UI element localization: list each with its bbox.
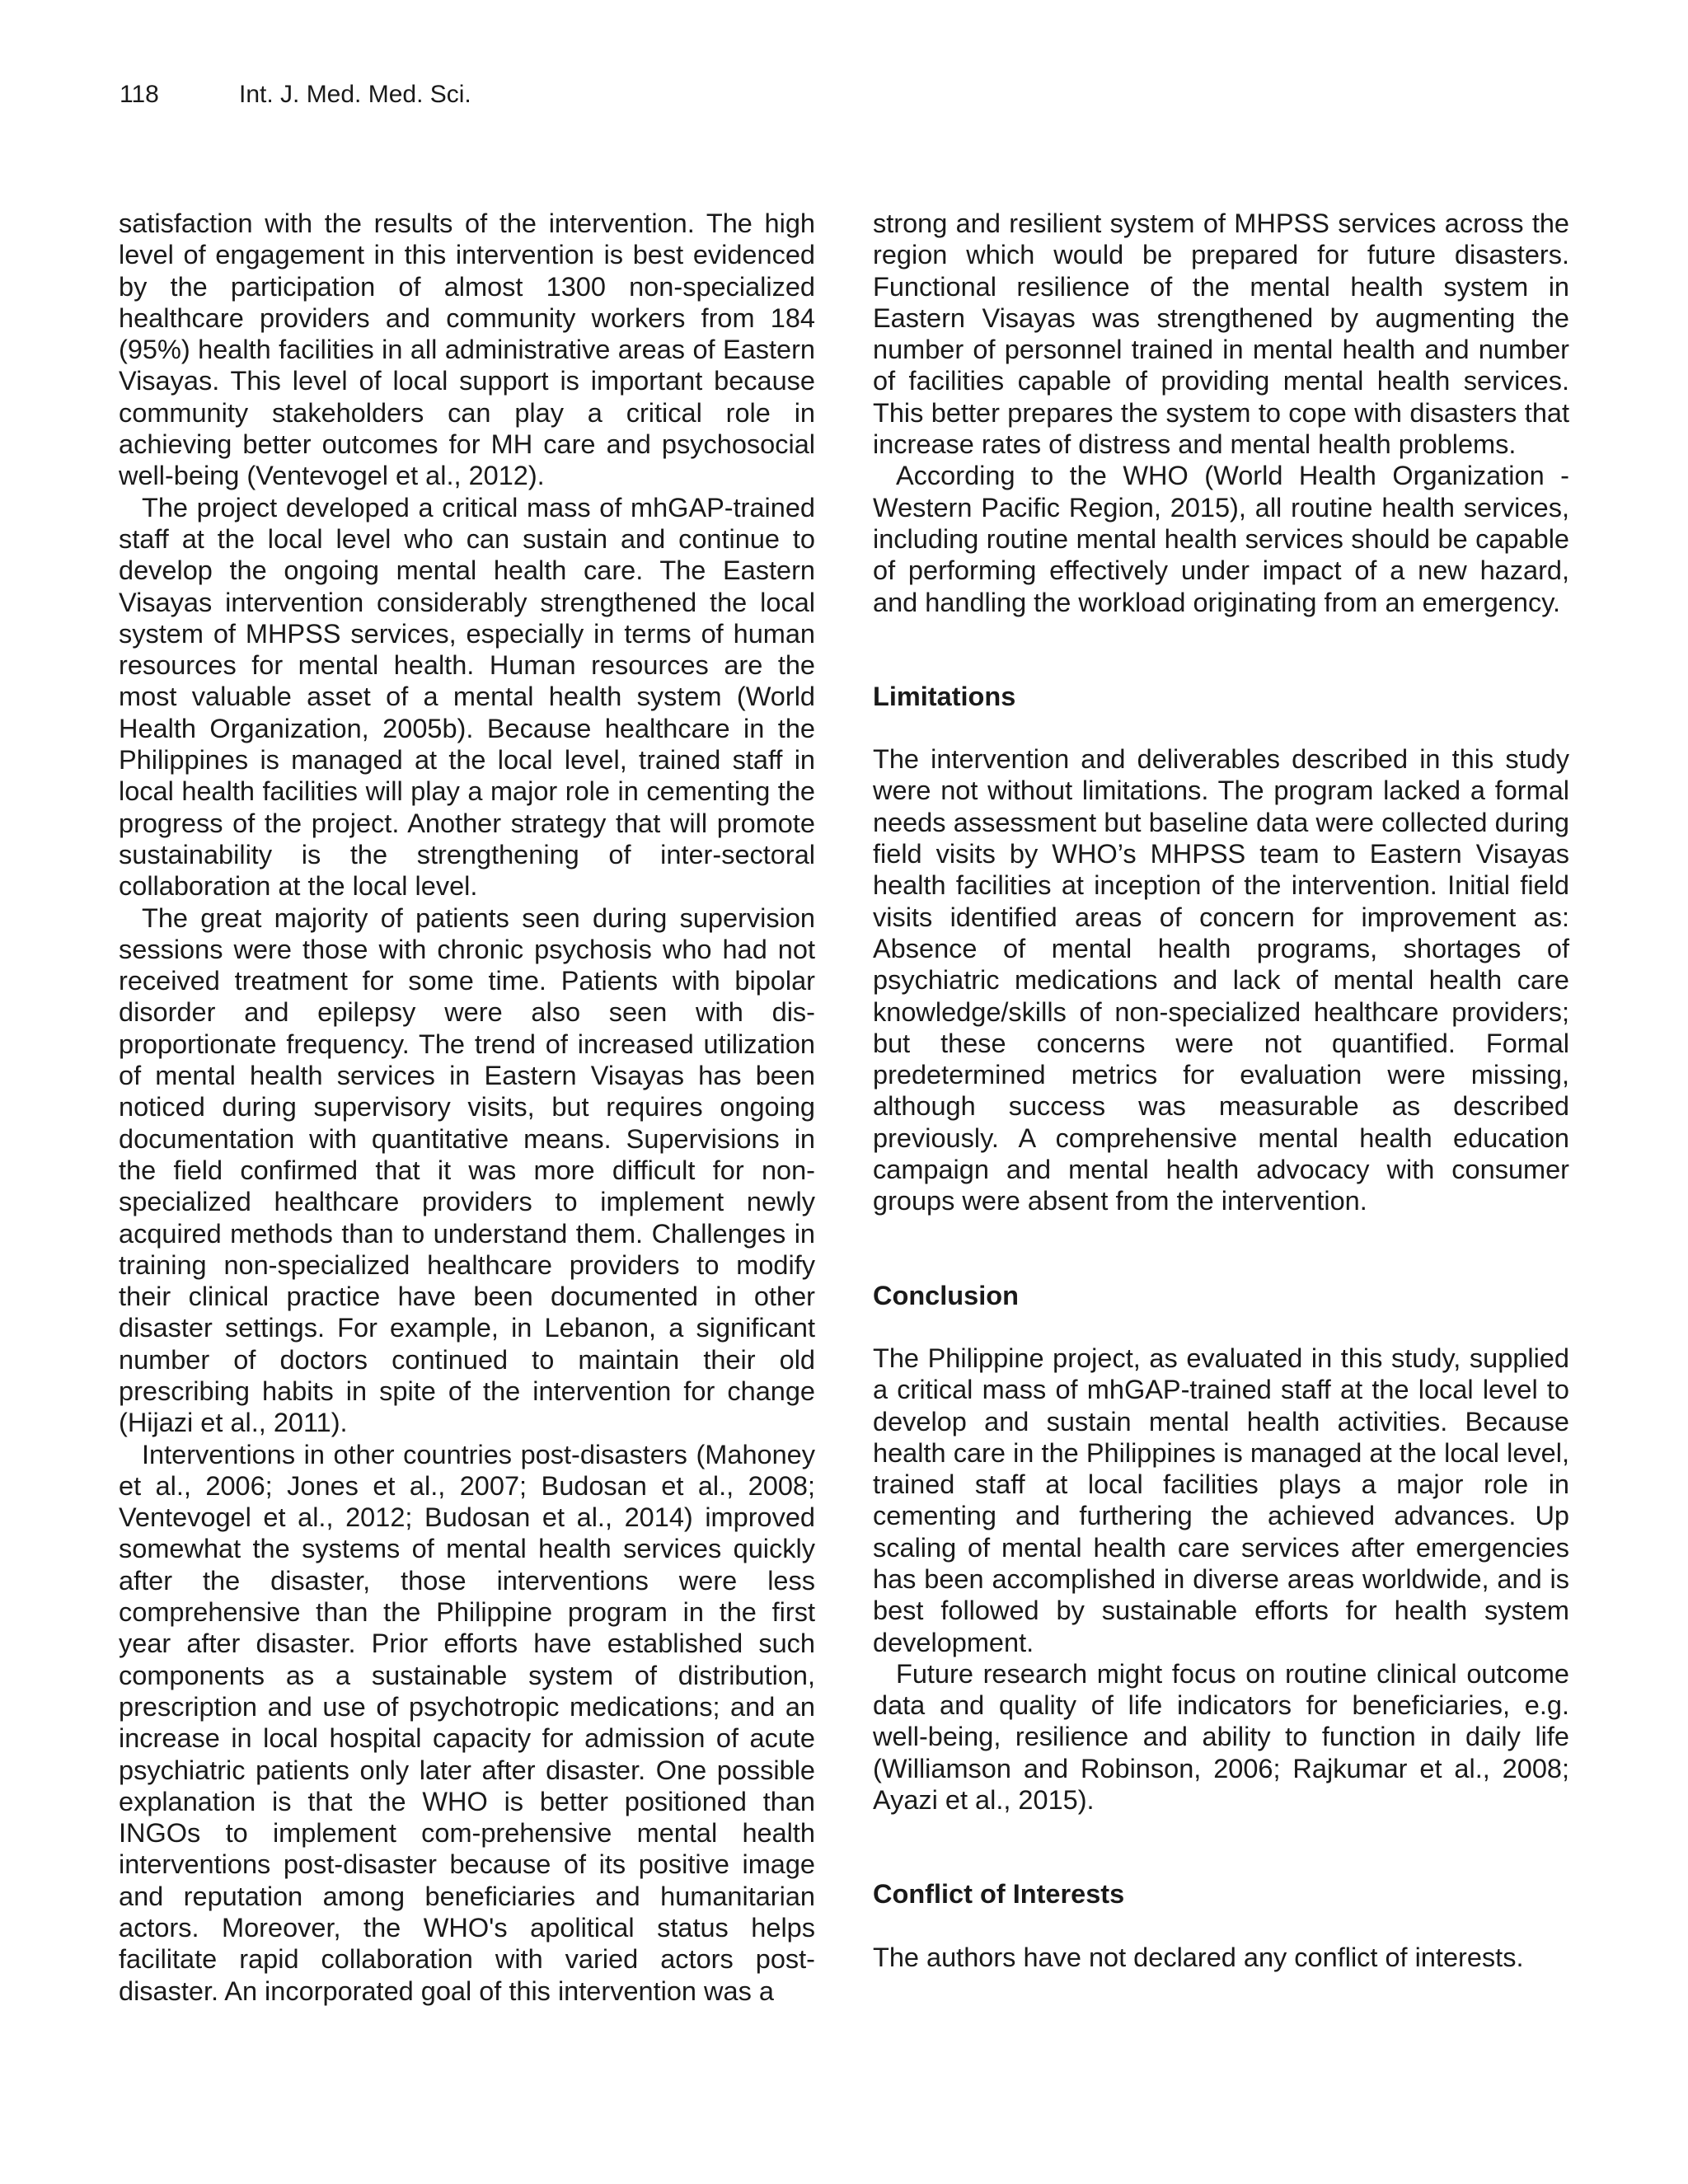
paragraph: The great majority of patients seen during supervision sessions were those with chronic psychosis who had not received treatment for some time. Patients with bipolar disorder and epilepsy were also seen with dis-proportionate frequency. The trend of increased utilization of mental health services in Eastern Visayas has been noticed during supervisory visits, but requires ongoing documentation with quantitative means. Supervisions in the field confirmed that it was more difficult for non-specialized healthcare providers to implement newly acquired methods than to understand them. Challenges in training non-specialized healthcare providers to modify their clinical practice have been documented in other disaster settings. For example, in Lebanon, a significant number of doctors continued to maintain their old prescribing habits in spite of the intervention for change (Hijazi et al., 2011). <box>119 902 815 1438</box>
paragraph: The authors have not declared any conflict of interests. <box>873 1942 1524 1972</box>
section-heading-conflict: Conflict of Interests <box>873 1879 1125 1910</box>
paragraph: The intervention and deliverables described in this study were not without limitations. The program lacked a formal needs assessment but baseline data were collected during field visits by WHO’s MHPSS team to Eastern Visayas health facilities at inception of the intervention. Initial field visits identified areas of concern for improvement as: Absence of mental health programs, shortages of psychiatric medications and lack of mental health care knowledge/skills of non-specialized healthcare providers; but these concerns were not quantified. Formal predetermined metrics for evaluation were missing, although success was measurable as described previously. A comprehensive mental health education campaign and mental health advocacy with consumer groups were absent from the intervention. <box>873 744 1569 1216</box>
right-column <box>873 208 1569 1973</box>
paragraph: Future research might focus on routine clinical outcome data and quality of life indicators for beneficiaries, e.g. well-being, resilience and ability to function in daily life (Williamson and Robinson, 2006; Rajkumar et al., 2008; Ayazi et al., 2015). <box>873 1658 1569 1816</box>
page-number: 118 <box>120 81 159 108</box>
paragraph: The project developed a critical mass of mhGAP-trained staff at the local level who can sustain and continue to develop the ongoing mental health care. The Eastern Visayas intervention considerably strengthened the local system of MHPSS services, especially in terms of human resources for mental health. Human resources are the most valuable asset of a mental health system (World Health Organization, 2005b). Because healthcare in the Philippines is managed at the local level, trained staff in local health facilities will play a major role in cementing the progress of the project. Another strategy that will promote sustainability is the strengthening of inter-sectoral collaboration at the local level. <box>119 492 815 902</box>
running-head <box>120 79 471 110</box>
journal-name: Int. J. Med. Med. Sci. <box>239 81 471 108</box>
paragraph: strong and resilient system of MHPSS services across the region which would be prepared for future disasters. Functional resilience of the mental health system in Eastern Visayas was strengthened by augmenting the number of personnel trained in mental health and number of facilities capable of providing mental health services. This better prepares the system to cope with disasters that increase rates of distress and mental health problems. <box>873 209 1569 460</box>
paragraph: Interventions in other countries post-disasters (Mahoney et al., 2006; Jones et al., 2007; Budosan et al., 2008; Ventevogel et al., 2012; Budosan et al., 2014) improved somewhat the systems of mental health services quickly after the disaster, those interventions were less comprehensive than the Philippine program in the first year after disaster. Prior efforts have established such components as a sustainable system of distribution, prescription and use of psychotropic medications; and an increase in local hospital capacity for admission of acute psychiatric patients only later after disaster. One possible explanation is that the WHO is better positioned than INGOs to implement com-prehensive mental health interventions post-disaster because of its positive image and reputation among beneficiaries and humanitarian actors. Moreover, the WHO's apolitical status helps facilitate rapid collaboration with varied actors post-disaster. An incorporated goal of this intervention was a <box>119 1439 815 2006</box>
paragraph: The Philippine project, as evaluated in this study, supplied a critical mass of mhGAP-trained staff at the local level to develop and sustain mental health activities. Because health care in the Philippines is managed at the local level, trained staff at local facilities plays a major role in cementing and furthering the achieved advances. Up scaling of mental health care services after emergencies has been accomplished in diverse areas worldwide, and is best followed by sustainable efforts for health system development. <box>873 1343 1569 1657</box>
left-column <box>119 208 815 2007</box>
paragraph: satisfaction with the results of the intervention. The high level of engagement in this intervention is best evidenced by the participation of almost 1300 non-specialized healthcare providers and community workers from 184 (95%) health facilities in all administrative areas of Eastern Visayas. This level of local support is important because community stakeholders can play a critical role in achieving better outcomes for MH care and psychosocial well-being (Ventevogel et al., 2012). <box>119 209 815 491</box>
section-heading-limitations: Limitations <box>873 681 1016 711</box>
section-heading-conclusion: Conclusion <box>873 1280 1019 1310</box>
paragraph: According to the WHO (World Health Organization - Western Pacific Region, 2015), all routine health services, including routine mental health services should be capable of performing effectively under impact of a new hazard, and handling the workload originating from an emergency. <box>873 461 1569 617</box>
